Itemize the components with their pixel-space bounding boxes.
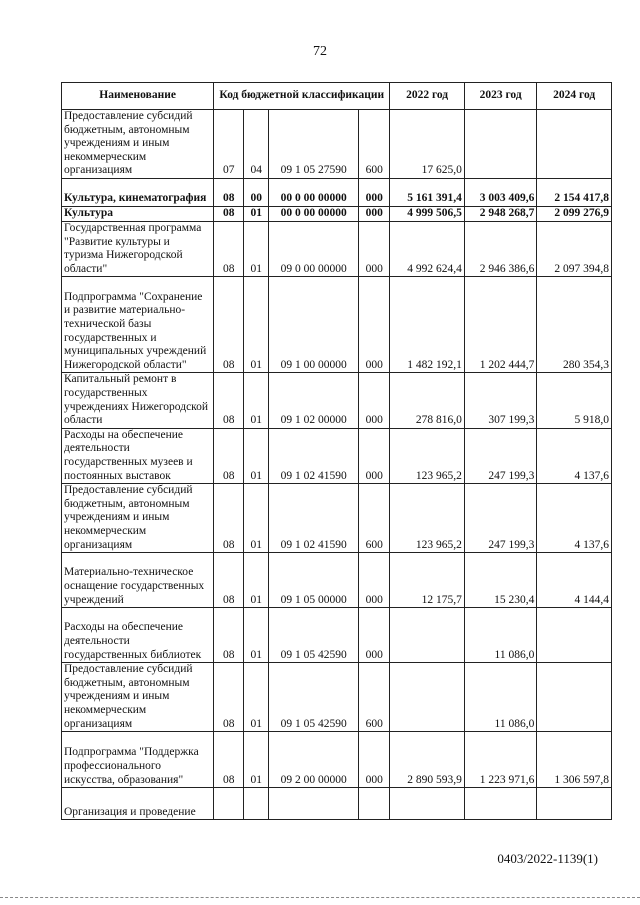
row-value-2024 [537, 110, 612, 179]
row-code-type: 600 [359, 484, 390, 553]
row-code-target: 09 1 00 00000 [269, 277, 359, 373]
row-code-subsection: 00 [244, 178, 269, 206]
row-value-2022: 1 482 192,1 [390, 277, 465, 373]
row-code-subsection: 01 [244, 428, 269, 483]
row-code-subsection: 04 [244, 110, 269, 179]
header-2023: 2023 год [464, 83, 537, 110]
row-code-type: 000 [359, 732, 390, 788]
row-value-2024 [537, 788, 612, 820]
row-code-type: 000 [359, 221, 390, 276]
row-value-2023: 247 199,3 [464, 484, 537, 553]
row-value-2024: 2 154 417,8 [537, 178, 612, 206]
row-code-target: 09 0 00 00000 [269, 221, 359, 276]
row-code-section: 08 [214, 608, 244, 663]
table-row [62, 663, 612, 732]
row-code-section: 08 [214, 178, 244, 206]
row-name: Материально-техническое оснащение государственных учреждений [62, 553, 214, 608]
row-value-2022: 5 161 391,4 [390, 178, 465, 206]
row-code-subsection: 01 [244, 373, 269, 428]
row-code-subsection [244, 788, 269, 820]
row-code-section: 08 [214, 373, 244, 428]
row-code-section: 08 [214, 206, 244, 221]
row-value-2022: 123 965,2 [390, 428, 465, 483]
row-value-2024: 2 097 394,8 [537, 221, 612, 276]
row-code-section: 07 [214, 110, 244, 179]
row-code-type: 000 [359, 608, 390, 663]
row-name: Государственная программа "Развитие культуры и туризма Нижегородской области" [62, 221, 214, 276]
row-value-2024: 4 137,6 [537, 428, 612, 483]
row-name: Организация и проведение [62, 788, 214, 820]
row-code-target: 00 0 00 00000 [269, 206, 359, 221]
row-value-2022: 4 999 506,5 [390, 206, 465, 221]
row-code-type: 000 [359, 277, 390, 373]
row-code-target: 09 1 05 27590 [269, 110, 359, 179]
row-value-2024: 5 918,0 [537, 373, 612, 428]
row-code-type: 600 [359, 663, 390, 732]
row-name: Предоставление субсидий бюджетным, автономным учреждениям и иным некоммерческим организациям [62, 110, 214, 179]
row-name: Подпрограмма "Сохранение и развитие материально-технической базы государственных и муниципальных учреждений Нижегородской области" [62, 277, 214, 373]
table-row [62, 732, 612, 788]
row-name: Капитальный ремонт в государственных учреждениях Нижегородской области [62, 373, 214, 428]
row-value-2022: 4 992 624,4 [390, 221, 465, 276]
row-code-section: 08 [214, 484, 244, 553]
table-row [62, 428, 612, 483]
header-code: Код бюджетной классификации [214, 83, 390, 110]
row-name: Подпрограмма "Поддержка профессионального искусства, образования" [62, 732, 214, 788]
row-name: Предоставление субсидий бюджетным, автономным учреждениям и иным некоммерческим организациям [62, 663, 214, 732]
row-code-target: 09 1 05 00000 [269, 553, 359, 608]
table-row [62, 484, 612, 553]
table-row [62, 553, 612, 608]
row-code-subsection: 01 [244, 732, 269, 788]
row-value-2022: 17 625,0 [390, 110, 465, 179]
row-code-section [214, 788, 244, 820]
row-value-2022 [390, 663, 465, 732]
row-code-subsection: 01 [244, 221, 269, 276]
row-value-2023: 2 948 268,7 [464, 206, 537, 221]
row-name: Культура, кинематография [62, 178, 214, 206]
header-2024: 2024 год [537, 83, 612, 110]
row-value-2023: 11 086,0 [464, 663, 537, 732]
row-code-type: 000 [359, 206, 390, 221]
row-code-subsection: 01 [244, 277, 269, 373]
row-code-target: 09 2 00 00000 [269, 732, 359, 788]
header-name: Наименование [62, 83, 214, 110]
row-code-subsection: 01 [244, 206, 269, 221]
table-row [62, 110, 612, 179]
table-row [62, 206, 612, 221]
row-value-2023: 11 086,0 [464, 608, 537, 663]
table-row [62, 608, 612, 663]
row-code-section: 08 [214, 663, 244, 732]
row-value-2022: 123 965,2 [390, 484, 465, 553]
row-code-target: 00 0 00 00000 [269, 178, 359, 206]
row-value-2024: 280 354,3 [537, 277, 612, 373]
budget-table [61, 82, 612, 820]
row-code-target: 09 1 02 41590 [269, 484, 359, 553]
row-value-2024 [537, 608, 612, 663]
row-code-section: 08 [214, 428, 244, 483]
row-name: Расходы на обеспечение деятельности государственных библиотек [62, 608, 214, 663]
row-code-subsection: 01 [244, 663, 269, 732]
row-value-2024: 2 099 276,9 [537, 206, 612, 221]
row-value-2022 [390, 788, 465, 820]
row-value-2023 [464, 788, 537, 820]
row-code-section: 08 [214, 553, 244, 608]
table-header-row [62, 83, 612, 110]
row-code-type: 000 [359, 428, 390, 483]
table-row [62, 178, 612, 206]
table-row [62, 373, 612, 428]
row-code-subsection: 01 [244, 484, 269, 553]
row-value-2024: 4 144,4 [537, 553, 612, 608]
row-code-target [269, 788, 359, 820]
row-value-2023: 2 946 386,6 [464, 221, 537, 276]
row-value-2023: 1 202 444,7 [464, 277, 537, 373]
page-number: 72 [313, 44, 327, 59]
row-code-target: 09 1 02 41590 [269, 428, 359, 483]
row-value-2023: 1 223 971,6 [464, 732, 537, 788]
table-row [62, 277, 612, 373]
header-2022: 2022 год [390, 83, 465, 110]
row-value-2024: 4 137,6 [537, 484, 612, 553]
row-code-type [359, 788, 390, 820]
row-code-section: 08 [214, 221, 244, 276]
row-value-2024: 1 306 597,8 [537, 732, 612, 788]
row-code-target: 09 1 02 00000 [269, 373, 359, 428]
row-value-2023: 15 230,4 [464, 553, 537, 608]
row-name: Расходы на обеспечение деятельности государственных музеев и постоянных выставок [62, 428, 214, 483]
row-code-subsection: 01 [244, 608, 269, 663]
row-value-2023: 307 199,3 [464, 373, 537, 428]
row-value-2022: 2 890 593,9 [390, 732, 465, 788]
table-row [62, 788, 612, 820]
row-code-section: 08 [214, 732, 244, 788]
row-code-type: 000 [359, 553, 390, 608]
row-code-target: 09 1 05 42590 [269, 663, 359, 732]
row-value-2022: 278 816,0 [390, 373, 465, 428]
row-code-type: 000 [359, 373, 390, 428]
row-name: Культура [62, 206, 214, 221]
row-code-target: 09 1 05 42590 [269, 608, 359, 663]
document-code: 0403/2022-1139(1) [497, 851, 598, 866]
row-name: Предоставление субсидий бюджетным, автономным учреждениям и иным некоммерческим организациям [62, 484, 214, 553]
row-value-2023: 247 199,3 [464, 428, 537, 483]
row-code-type: 000 [359, 178, 390, 206]
row-code-type: 600 [359, 110, 390, 179]
row-value-2022 [390, 608, 465, 663]
row-value-2024 [537, 663, 612, 732]
row-code-section: 08 [214, 277, 244, 373]
row-value-2023 [464, 110, 537, 179]
row-value-2023: 3 003 409,6 [464, 178, 537, 206]
row-value-2022: 12 175,7 [390, 553, 465, 608]
scan-edge-divider [0, 897, 640, 899]
table-row [62, 221, 612, 276]
row-code-subsection: 01 [244, 553, 269, 608]
